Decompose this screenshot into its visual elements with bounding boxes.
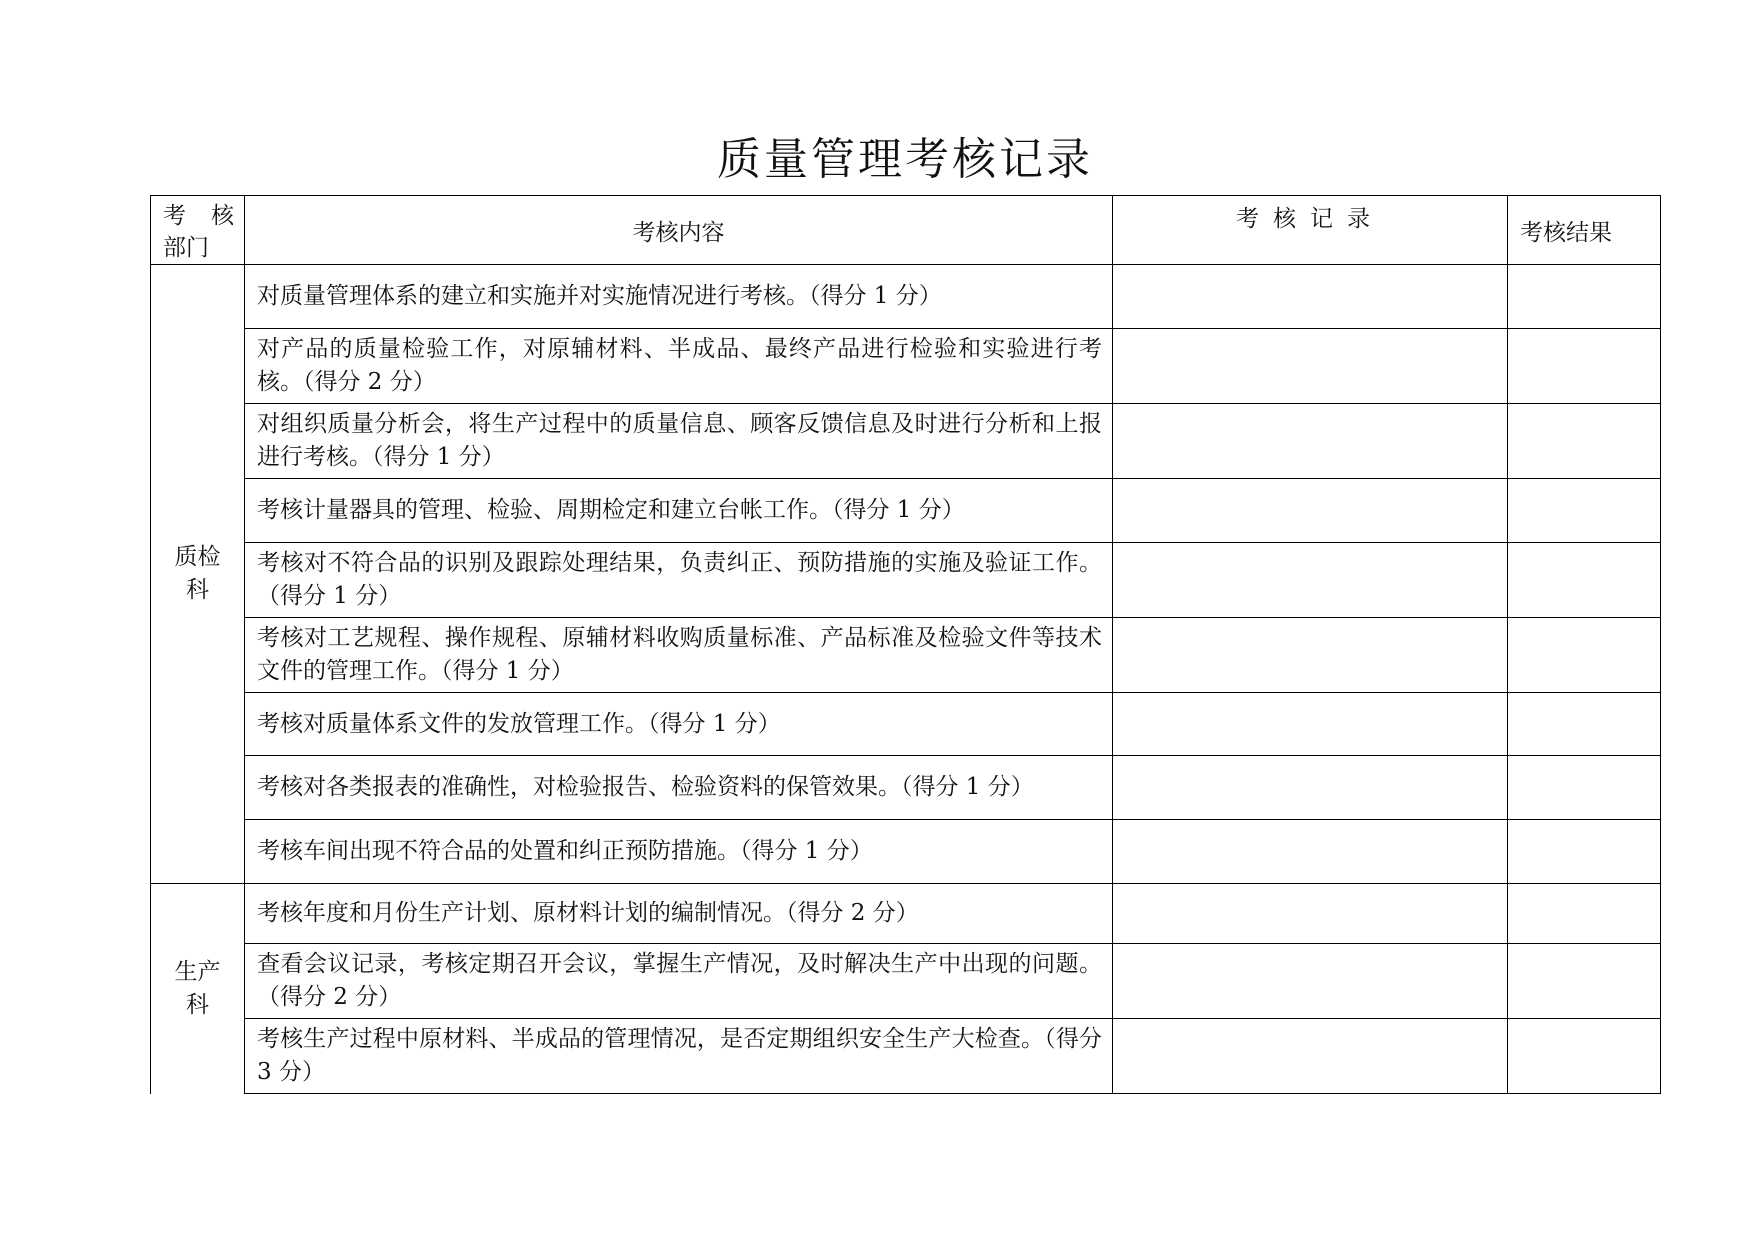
- table-row: [151, 693, 1661, 756]
- dept-label: 质检科: [174, 544, 221, 603]
- content-cell: 对组织质量分析会，将生产过程中的质量信息、顾客反馈信息及时进行分析和上报进行考核。（得分 1 分）: [245, 404, 1113, 479]
- content-cell: 对产品的质量检验工作，对原辅材料、半成品、最终产品进行检验和实验进行考核。（得分 2 分）: [245, 329, 1113, 404]
- content-cell: 考核对质量体系文件的发放管理工作。（得分 1 分）: [245, 693, 1113, 756]
- header-dept-char-2: 核: [211, 203, 234, 229]
- result-cell[interactable]: [1508, 479, 1661, 543]
- assessment-table: [150, 195, 1661, 1094]
- content-cell: 对质量管理体系的建立和实施并对实施情况进行考核。（得分 1 分）: [245, 265, 1113, 329]
- content-cell: 考核对工艺规程、操作规程、原辅材料收购质量标准、产品标准及检验文件等技术文件的管理工作。（得分 1 分）: [245, 618, 1113, 693]
- table-row: [151, 329, 1661, 404]
- record-cell[interactable]: [1113, 1019, 1508, 1094]
- header-dept-line-2: 部门: [163, 235, 209, 261]
- content-cell: 考核生产过程中原材料、半成品的管理情况，是否定期组织安全生产大检查。（得分 3 分）: [245, 1019, 1113, 1094]
- record-cell[interactable]: [1113, 756, 1508, 820]
- document-title: 质量管理考核记录: [717, 134, 1093, 185]
- result-cell[interactable]: [1508, 329, 1661, 404]
- table-row: [151, 756, 1661, 820]
- header-row: [151, 196, 1661, 265]
- content-cell: 考核车间出现不符合品的处置和纠正预防措施。（得分 1 分）: [245, 820, 1113, 884]
- result-cell[interactable]: [1508, 543, 1661, 618]
- table-row: [151, 404, 1661, 479]
- result-cell[interactable]: [1508, 693, 1661, 756]
- result-cell[interactable]: [1508, 944, 1661, 1019]
- result-cell[interactable]: [1508, 404, 1661, 479]
- table-row: [151, 820, 1661, 884]
- content-cell: 查看会议记录，考核定期召开会议，掌握生产情况，及时解决生产中出现的问题。（得分 2 分）: [245, 944, 1113, 1019]
- table-row: [151, 618, 1661, 693]
- header-content: 考核内容: [245, 196, 1113, 265]
- result-cell[interactable]: [1508, 820, 1661, 884]
- table-row: [151, 265, 1661, 329]
- table-row: [151, 944, 1661, 1019]
- record-cell[interactable]: [1113, 543, 1508, 618]
- record-cell[interactable]: [1113, 265, 1508, 329]
- record-cell[interactable]: [1113, 820, 1508, 884]
- dept-label: 生产科: [174, 958, 221, 1018]
- result-cell[interactable]: [1508, 884, 1661, 944]
- record-cell[interactable]: [1113, 884, 1508, 944]
- record-cell[interactable]: [1113, 329, 1508, 404]
- record-cell[interactable]: [1113, 618, 1508, 693]
- content-cell: 考核计量器具的管理、检验、周期检定和建立台帐工作。（得分 1 分）: [245, 479, 1113, 543]
- table-row: [151, 543, 1661, 618]
- table-row: [151, 479, 1661, 543]
- content-cell: 考核年度和月份生产计划、原材料计划的编制情况。（得分 2 分）: [245, 884, 1113, 944]
- result-cell[interactable]: [1508, 265, 1661, 329]
- table-row: [151, 884, 1661, 944]
- record-cell[interactable]: [1113, 479, 1508, 543]
- dept-cell-production: [151, 884, 245, 1094]
- header-dept: [151, 196, 245, 265]
- result-cell[interactable]: [1508, 756, 1661, 820]
- record-cell[interactable]: [1113, 944, 1508, 1019]
- record-cell[interactable]: [1113, 693, 1508, 756]
- header-result: 考核结果: [1508, 196, 1661, 265]
- result-cell[interactable]: [1508, 1019, 1661, 1094]
- header-record: 考核记录: [1113, 196, 1508, 265]
- record-cell[interactable]: [1113, 404, 1508, 479]
- table-row: [151, 1019, 1661, 1094]
- result-cell[interactable]: [1508, 618, 1661, 693]
- content-cell: 考核对不符合品的识别及跟踪处理结果，负责纠正、预防措施的实施及验证工作。（得分 1 分）: [245, 543, 1113, 618]
- content-cell: 考核对各类报表的准确性，对检验报告、检验资料的保管效果。（得分 1 分）: [245, 756, 1113, 820]
- header-dept-char-1: 考: [163, 203, 186, 229]
- dept-cell-quality: [151, 265, 245, 884]
